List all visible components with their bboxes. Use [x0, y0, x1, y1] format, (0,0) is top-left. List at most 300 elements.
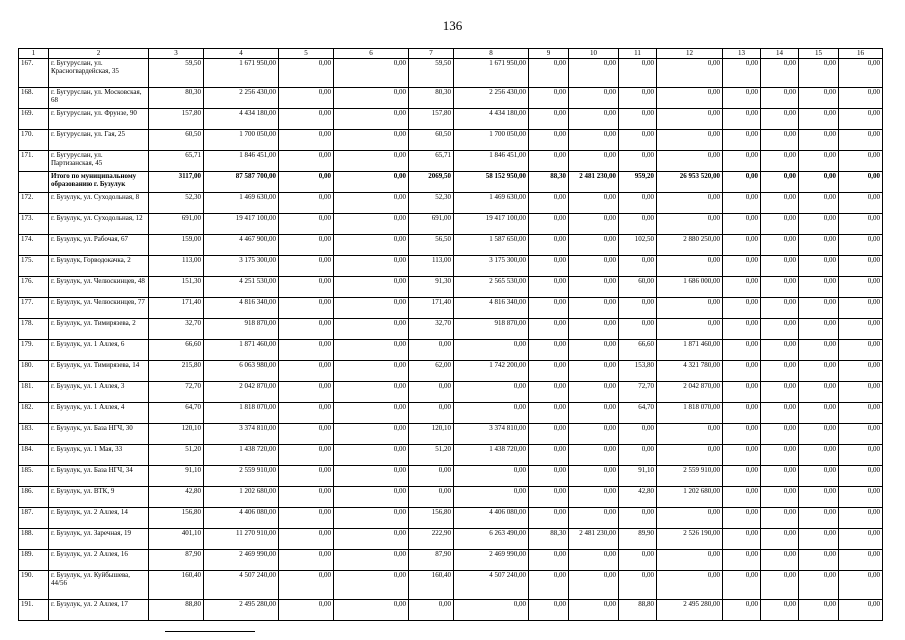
value-cell: 0,00 — [529, 235, 569, 256]
value-cell: 2 042 870,00 — [204, 382, 279, 403]
row-number: 169. — [19, 109, 49, 130]
value-cell: 1 818 070,00 — [657, 403, 723, 424]
value-cell: 0,00 — [279, 319, 334, 340]
value-cell: 88,30 — [529, 529, 569, 550]
value-cell: 0,00 — [723, 88, 761, 109]
value-cell: 1 846 451,00 — [204, 151, 279, 172]
value-cell: 0,00 — [799, 130, 839, 151]
row-number: 191. — [19, 600, 49, 621]
value-cell: 4 321 780,00 — [657, 361, 723, 382]
value-cell: 918 870,00 — [204, 319, 279, 340]
value-cell: 0,00 — [839, 130, 883, 151]
value-cell: 0,00 — [569, 59, 619, 88]
value-cell: 0,00 — [619, 508, 657, 529]
table-row — [19, 235, 883, 256]
value-cell: 0,00 — [799, 151, 839, 172]
value-cell: 0,00 — [334, 382, 409, 403]
value-cell: 0,00 — [761, 571, 799, 600]
address-cell: г. Бузулук, ул. База НГЧ, 30 — [49, 424, 149, 445]
address-cell: г. Бузулук, ул. 2 Аллея, 14 — [49, 508, 149, 529]
value-cell: 91,10 — [619, 466, 657, 487]
value-cell: 0,00 — [334, 600, 409, 621]
value-cell: 56,50 — [409, 235, 454, 256]
address-cell: г. Бузулук, ул. 1 Мая, 33 — [49, 445, 149, 466]
value-cell: 0,00 — [723, 508, 761, 529]
value-cell: 11 270 910,00 — [204, 529, 279, 550]
value-cell: 0,00 — [529, 109, 569, 130]
value-cell: 0,00 — [761, 235, 799, 256]
value-cell: 0,00 — [657, 151, 723, 172]
value-cell: 4 816 340,00 — [204, 298, 279, 319]
value-cell: 160,40 — [409, 571, 454, 600]
value-cell: 0,00 — [454, 340, 529, 361]
value-cell: 1 700 050,00 — [204, 130, 279, 151]
value-cell: 0,00 — [723, 109, 761, 130]
value-cell: 0,00 — [279, 571, 334, 600]
row-number: 188. — [19, 529, 49, 550]
value-cell: 0,00 — [334, 403, 409, 424]
row-number: 183. — [19, 424, 49, 445]
value-cell: 0,00 — [334, 277, 409, 298]
row-number: 177. — [19, 298, 49, 319]
value-cell: 60,50 — [149, 130, 204, 151]
value-cell: 0,00 — [279, 550, 334, 571]
value-cell: 0,00 — [279, 529, 334, 550]
value-cell: 0,00 — [334, 319, 409, 340]
value-cell: 2 880 250,00 — [657, 235, 723, 256]
value-cell: 2 495 280,00 — [657, 600, 723, 621]
value-cell: 0,00 — [569, 340, 619, 361]
value-cell: 0,00 — [279, 340, 334, 361]
row-number: 181. — [19, 382, 49, 403]
value-cell: 0,00 — [761, 361, 799, 382]
value-cell: 0,00 — [761, 172, 799, 193]
value-cell: 0,00 — [569, 466, 619, 487]
value-cell: 3 175 300,00 — [204, 256, 279, 277]
column-number: 14 — [761, 49, 799, 59]
value-cell: 0,00 — [723, 256, 761, 277]
value-cell: 0,00 — [839, 193, 883, 214]
total-row — [19, 172, 883, 193]
value-cell: 89,90 — [619, 529, 657, 550]
value-cell: 0,00 — [839, 529, 883, 550]
value-cell: 0,00 — [799, 445, 839, 466]
value-cell: 2 481 230,00 — [569, 172, 619, 193]
value-cell: 0,00 — [839, 319, 883, 340]
value-cell: 0,00 — [334, 256, 409, 277]
value-cell: 0,00 — [657, 88, 723, 109]
value-cell: 4 406 080,00 — [454, 508, 529, 529]
value-cell: 0,00 — [454, 403, 529, 424]
table-row — [19, 550, 883, 571]
value-cell: 0,00 — [723, 130, 761, 151]
value-cell: 0,00 — [799, 487, 839, 508]
value-cell: 0,00 — [761, 193, 799, 214]
value-cell: 0,00 — [529, 600, 569, 621]
value-cell: 0,00 — [799, 340, 839, 361]
value-cell: 0,00 — [279, 487, 334, 508]
table-row — [19, 529, 883, 550]
value-cell: 0,00 — [799, 319, 839, 340]
value-cell: 0,00 — [529, 445, 569, 466]
column-number: 10 — [569, 49, 619, 59]
value-cell: 3117,00 — [149, 172, 204, 193]
value-cell: 0,00 — [723, 193, 761, 214]
value-cell: 1 202 680,00 — [204, 487, 279, 508]
value-cell: 0,00 — [799, 424, 839, 445]
row-number: 170. — [19, 130, 49, 151]
value-cell: 2 526 190,00 — [657, 529, 723, 550]
value-cell: 0,00 — [334, 88, 409, 109]
row-number: 172. — [19, 193, 49, 214]
value-cell: 0,00 — [839, 403, 883, 424]
value-cell: 401,10 — [149, 529, 204, 550]
value-cell: 0,00 — [529, 256, 569, 277]
value-cell: 0,00 — [723, 298, 761, 319]
value-cell: 0,00 — [657, 256, 723, 277]
value-cell: 0,00 — [619, 256, 657, 277]
value-cell: 0,00 — [799, 508, 839, 529]
address-cell: г. Бузулук, ул. 1 Аллея, 6 — [49, 340, 149, 361]
value-cell: 0,00 — [723, 466, 761, 487]
value-cell: 0,00 — [279, 130, 334, 151]
value-cell: 0,00 — [839, 256, 883, 277]
value-cell: 0,00 — [761, 130, 799, 151]
value-cell: 58 152 950,00 — [454, 172, 529, 193]
value-cell: 0,00 — [279, 109, 334, 130]
value-cell: 171,40 — [409, 298, 454, 319]
value-cell: 3 175 300,00 — [454, 256, 529, 277]
value-cell: 0,00 — [529, 340, 569, 361]
value-cell: 0,00 — [569, 550, 619, 571]
value-cell: 0,00 — [569, 600, 619, 621]
table-row — [19, 340, 883, 361]
value-cell: 0,00 — [569, 151, 619, 172]
value-cell: 26 953 520,00 — [657, 172, 723, 193]
table-row — [19, 319, 883, 340]
value-cell: 156,80 — [409, 508, 454, 529]
value-cell: 0,00 — [799, 256, 839, 277]
value-cell: 0,00 — [723, 550, 761, 571]
value-cell: 0,00 — [409, 600, 454, 621]
value-cell: 60,00 — [619, 277, 657, 298]
table-row — [19, 256, 883, 277]
value-cell: 0,00 — [839, 235, 883, 256]
value-cell: 0,00 — [799, 214, 839, 235]
row-number: 189. — [19, 550, 49, 571]
address-cell: г. Бугуруслан, ул. Московская, 68 — [49, 88, 149, 109]
address-cell: г. Бузулук, ул. Суходольная, 12 — [49, 214, 149, 235]
value-cell: 0,00 — [657, 193, 723, 214]
value-cell: 1 438 720,00 — [204, 445, 279, 466]
value-cell: 1 438 720,00 — [454, 445, 529, 466]
row-number: 187. — [19, 508, 49, 529]
value-cell: 0,00 — [839, 600, 883, 621]
table-row — [19, 214, 883, 235]
value-cell: 0,00 — [761, 340, 799, 361]
table-row — [19, 130, 883, 151]
value-cell: 2 256 430,00 — [454, 88, 529, 109]
value-cell: 0,00 — [454, 487, 529, 508]
value-cell: 0,00 — [761, 382, 799, 403]
value-cell: 2069,50 — [409, 172, 454, 193]
value-cell: 0,00 — [334, 130, 409, 151]
value-cell: 4 406 080,00 — [204, 508, 279, 529]
value-cell: 0,00 — [839, 508, 883, 529]
address-cell: г. Бузулук, ул. 2 Аллея, 17 — [49, 600, 149, 621]
value-cell: 0,00 — [799, 600, 839, 621]
value-cell: 1 671 950,00 — [204, 59, 279, 88]
value-cell: 0,00 — [657, 59, 723, 88]
value-cell: 0,00 — [529, 277, 569, 298]
value-cell: 0,00 — [529, 151, 569, 172]
value-cell: 0,00 — [529, 508, 569, 529]
address-cell: г. Бугуруслан, ул. Фрунзе, 90 — [49, 109, 149, 130]
address-cell: г. Бузулук, ул. Челюскинцев, 77 — [49, 298, 149, 319]
address-cell: г. Бузулук, ул. 1 Аллея, 4 — [49, 403, 149, 424]
value-cell: 0,00 — [529, 487, 569, 508]
value-cell: 1 671 950,00 — [454, 59, 529, 88]
value-cell: 0,00 — [529, 466, 569, 487]
value-cell: 0,00 — [761, 445, 799, 466]
value-cell: 0,00 — [334, 571, 409, 600]
value-cell: 2 495 280,00 — [204, 600, 279, 621]
table-row — [19, 361, 883, 382]
value-cell: 0,00 — [569, 319, 619, 340]
value-cell: 6 063 980,00 — [204, 361, 279, 382]
value-cell: 0,00 — [657, 424, 723, 445]
table-row — [19, 88, 883, 109]
value-cell: 0,00 — [723, 487, 761, 508]
value-cell: 0,00 — [657, 445, 723, 466]
value-cell: 0,00 — [334, 508, 409, 529]
value-cell: 0,00 — [761, 214, 799, 235]
value-cell: 0,00 — [761, 298, 799, 319]
value-cell: 691,00 — [409, 214, 454, 235]
table-row — [19, 403, 883, 424]
value-cell: 1 700 050,00 — [454, 130, 529, 151]
value-cell: 0,00 — [334, 193, 409, 214]
value-cell: 0,00 — [529, 424, 569, 445]
value-cell: 0,00 — [529, 298, 569, 319]
value-cell: 0,00 — [657, 298, 723, 319]
row-number: 180. — [19, 361, 49, 382]
column-number: 3 — [149, 49, 204, 59]
column-number: 1 — [19, 49, 49, 59]
column-number: 13 — [723, 49, 761, 59]
value-cell: 0,00 — [657, 508, 723, 529]
value-cell: 66,60 — [619, 340, 657, 361]
value-cell: 0,00 — [761, 403, 799, 424]
value-cell: 80,30 — [409, 88, 454, 109]
column-number-row — [19, 49, 883, 59]
value-cell: 0,00 — [279, 235, 334, 256]
value-cell: 1 846 451,00 — [454, 151, 529, 172]
value-cell: 72,70 — [149, 382, 204, 403]
value-cell: 0,00 — [279, 172, 334, 193]
value-cell: 120,10 — [409, 424, 454, 445]
row-number: 167. — [19, 59, 49, 88]
value-cell: 0,00 — [799, 59, 839, 88]
value-cell: 0,00 — [619, 109, 657, 130]
row-number — [19, 172, 49, 193]
value-cell: 156,80 — [149, 508, 204, 529]
address-cell: г. Бузулук, ул. Суходольная, 8 — [49, 193, 149, 214]
column-number: 5 — [279, 49, 334, 59]
address-cell: г. Бугуруслан, ул. Красногвардейская, 35 — [49, 59, 149, 88]
value-cell: 113,00 — [409, 256, 454, 277]
row-number: 173. — [19, 214, 49, 235]
value-cell: 0,00 — [334, 298, 409, 319]
value-cell: 0,00 — [761, 256, 799, 277]
value-cell: 0,00 — [761, 466, 799, 487]
value-cell: 4 434 180,00 — [204, 109, 279, 130]
value-cell: 0,00 — [279, 403, 334, 424]
address-cell: г. Бузулук, ул. 1 Аллея, 3 — [49, 382, 149, 403]
value-cell: 0,00 — [839, 109, 883, 130]
value-cell: 0,00 — [619, 550, 657, 571]
row-number: 171. — [19, 151, 49, 172]
value-cell: 0,00 — [761, 424, 799, 445]
table-row — [19, 424, 883, 445]
value-cell: 0,00 — [569, 382, 619, 403]
value-cell: 0,00 — [839, 88, 883, 109]
table-row — [19, 298, 883, 319]
value-cell: 0,00 — [761, 529, 799, 550]
value-cell: 1 202 680,00 — [657, 487, 723, 508]
value-cell: 0,00 — [409, 466, 454, 487]
value-cell: 4 507 240,00 — [454, 571, 529, 600]
value-cell: 42,80 — [619, 487, 657, 508]
value-cell: 87,90 — [149, 550, 204, 571]
value-cell: 0,00 — [529, 550, 569, 571]
value-cell: 0,00 — [279, 277, 334, 298]
value-cell: 0,00 — [761, 151, 799, 172]
value-cell: 6 263 490,00 — [454, 529, 529, 550]
column-number: 8 — [454, 49, 529, 59]
value-cell: 0,00 — [619, 445, 657, 466]
value-cell: 0,00 — [569, 277, 619, 298]
address-cell: г. Бузулук, ул. Рабочая, 67 — [49, 235, 149, 256]
value-cell: 0,00 — [569, 445, 619, 466]
value-cell: 0,00 — [761, 59, 799, 88]
value-cell: 0,00 — [279, 361, 334, 382]
value-cell: 0,00 — [334, 445, 409, 466]
value-cell: 691,00 — [149, 214, 204, 235]
column-number: 9 — [529, 49, 569, 59]
value-cell: 0,00 — [799, 382, 839, 403]
value-cell: 62,00 — [409, 361, 454, 382]
value-cell: 0,00 — [839, 487, 883, 508]
value-cell: 0,00 — [454, 600, 529, 621]
value-cell: 42,80 — [149, 487, 204, 508]
value-cell: 60,50 — [409, 130, 454, 151]
value-cell: 80,30 — [149, 88, 204, 109]
value-cell: 0,00 — [619, 571, 657, 600]
address-cell: г. Бузулук, ул. 2 Аллея, 16 — [49, 550, 149, 571]
value-cell: 1 686 000,00 — [657, 277, 723, 298]
value-cell: 171,40 — [149, 298, 204, 319]
value-cell: 87,90 — [409, 550, 454, 571]
value-cell: 0,00 — [839, 172, 883, 193]
row-number: 184. — [19, 445, 49, 466]
value-cell: 0,00 — [279, 466, 334, 487]
value-cell: 0,00 — [569, 424, 619, 445]
value-cell: 0,00 — [529, 130, 569, 151]
value-cell: 0,00 — [279, 151, 334, 172]
column-number: 6 — [334, 49, 409, 59]
table-row — [19, 193, 883, 214]
value-cell: 0,00 — [619, 88, 657, 109]
value-cell: 153,80 — [619, 361, 657, 382]
column-number: 12 — [657, 49, 723, 59]
value-cell: 0,00 — [761, 508, 799, 529]
row-number: 178. — [19, 319, 49, 340]
address-cell: г. Бузулук, Горводокачка, 2 — [49, 256, 149, 277]
value-cell: 0,00 — [279, 382, 334, 403]
value-cell: 65,71 — [149, 151, 204, 172]
value-cell: 0,00 — [529, 193, 569, 214]
value-cell: 0,00 — [334, 361, 409, 382]
value-cell: 4 251 530,00 — [204, 277, 279, 298]
value-cell: 0,00 — [723, 445, 761, 466]
value-cell: 0,00 — [334, 59, 409, 88]
row-number: 179. — [19, 340, 49, 361]
value-cell: 0,00 — [799, 550, 839, 571]
value-cell: 64,70 — [149, 403, 204, 424]
value-cell: 0,00 — [799, 466, 839, 487]
row-number: 168. — [19, 88, 49, 109]
value-cell: 0,00 — [799, 172, 839, 193]
value-cell: 4 507 240,00 — [204, 571, 279, 600]
value-cell: 0,00 — [619, 424, 657, 445]
address-cell: г. Бузулук, ул. ВТК, 9 — [49, 487, 149, 508]
value-cell: 0,00 — [279, 214, 334, 235]
value-cell: 0,00 — [619, 151, 657, 172]
value-cell: 0,00 — [657, 109, 723, 130]
table-row — [19, 571, 883, 600]
value-cell: 0,00 — [569, 130, 619, 151]
value-cell: 0,00 — [723, 600, 761, 621]
row-number: 190. — [19, 571, 49, 600]
value-cell: 1 871 460,00 — [657, 340, 723, 361]
value-cell: 0,00 — [619, 59, 657, 88]
value-cell: 0,00 — [569, 508, 619, 529]
value-cell: 0,00 — [334, 424, 409, 445]
value-cell: 0,00 — [799, 298, 839, 319]
value-cell: 0,00 — [569, 88, 619, 109]
value-cell: 0,00 — [723, 151, 761, 172]
value-cell: 1 818 070,00 — [204, 403, 279, 424]
value-cell: 0,00 — [334, 466, 409, 487]
value-cell: 87 587 700,00 — [204, 172, 279, 193]
value-cell: 0,00 — [279, 193, 334, 214]
value-cell: 0,00 — [569, 214, 619, 235]
value-cell: 4 816 340,00 — [454, 298, 529, 319]
value-cell: 4 467 900,00 — [204, 235, 279, 256]
value-cell: 0,00 — [761, 550, 799, 571]
value-cell: 0,00 — [529, 571, 569, 600]
value-cell: 0,00 — [569, 256, 619, 277]
value-cell: 159,00 — [149, 235, 204, 256]
value-cell: 0,00 — [529, 382, 569, 403]
value-cell: 0,00 — [723, 235, 761, 256]
value-cell: 0,00 — [619, 319, 657, 340]
value-cell: 2 559 910,00 — [204, 466, 279, 487]
value-cell: 215,80 — [149, 361, 204, 382]
value-cell: 3 374 810,00 — [454, 424, 529, 445]
value-cell: 59,50 — [409, 59, 454, 88]
